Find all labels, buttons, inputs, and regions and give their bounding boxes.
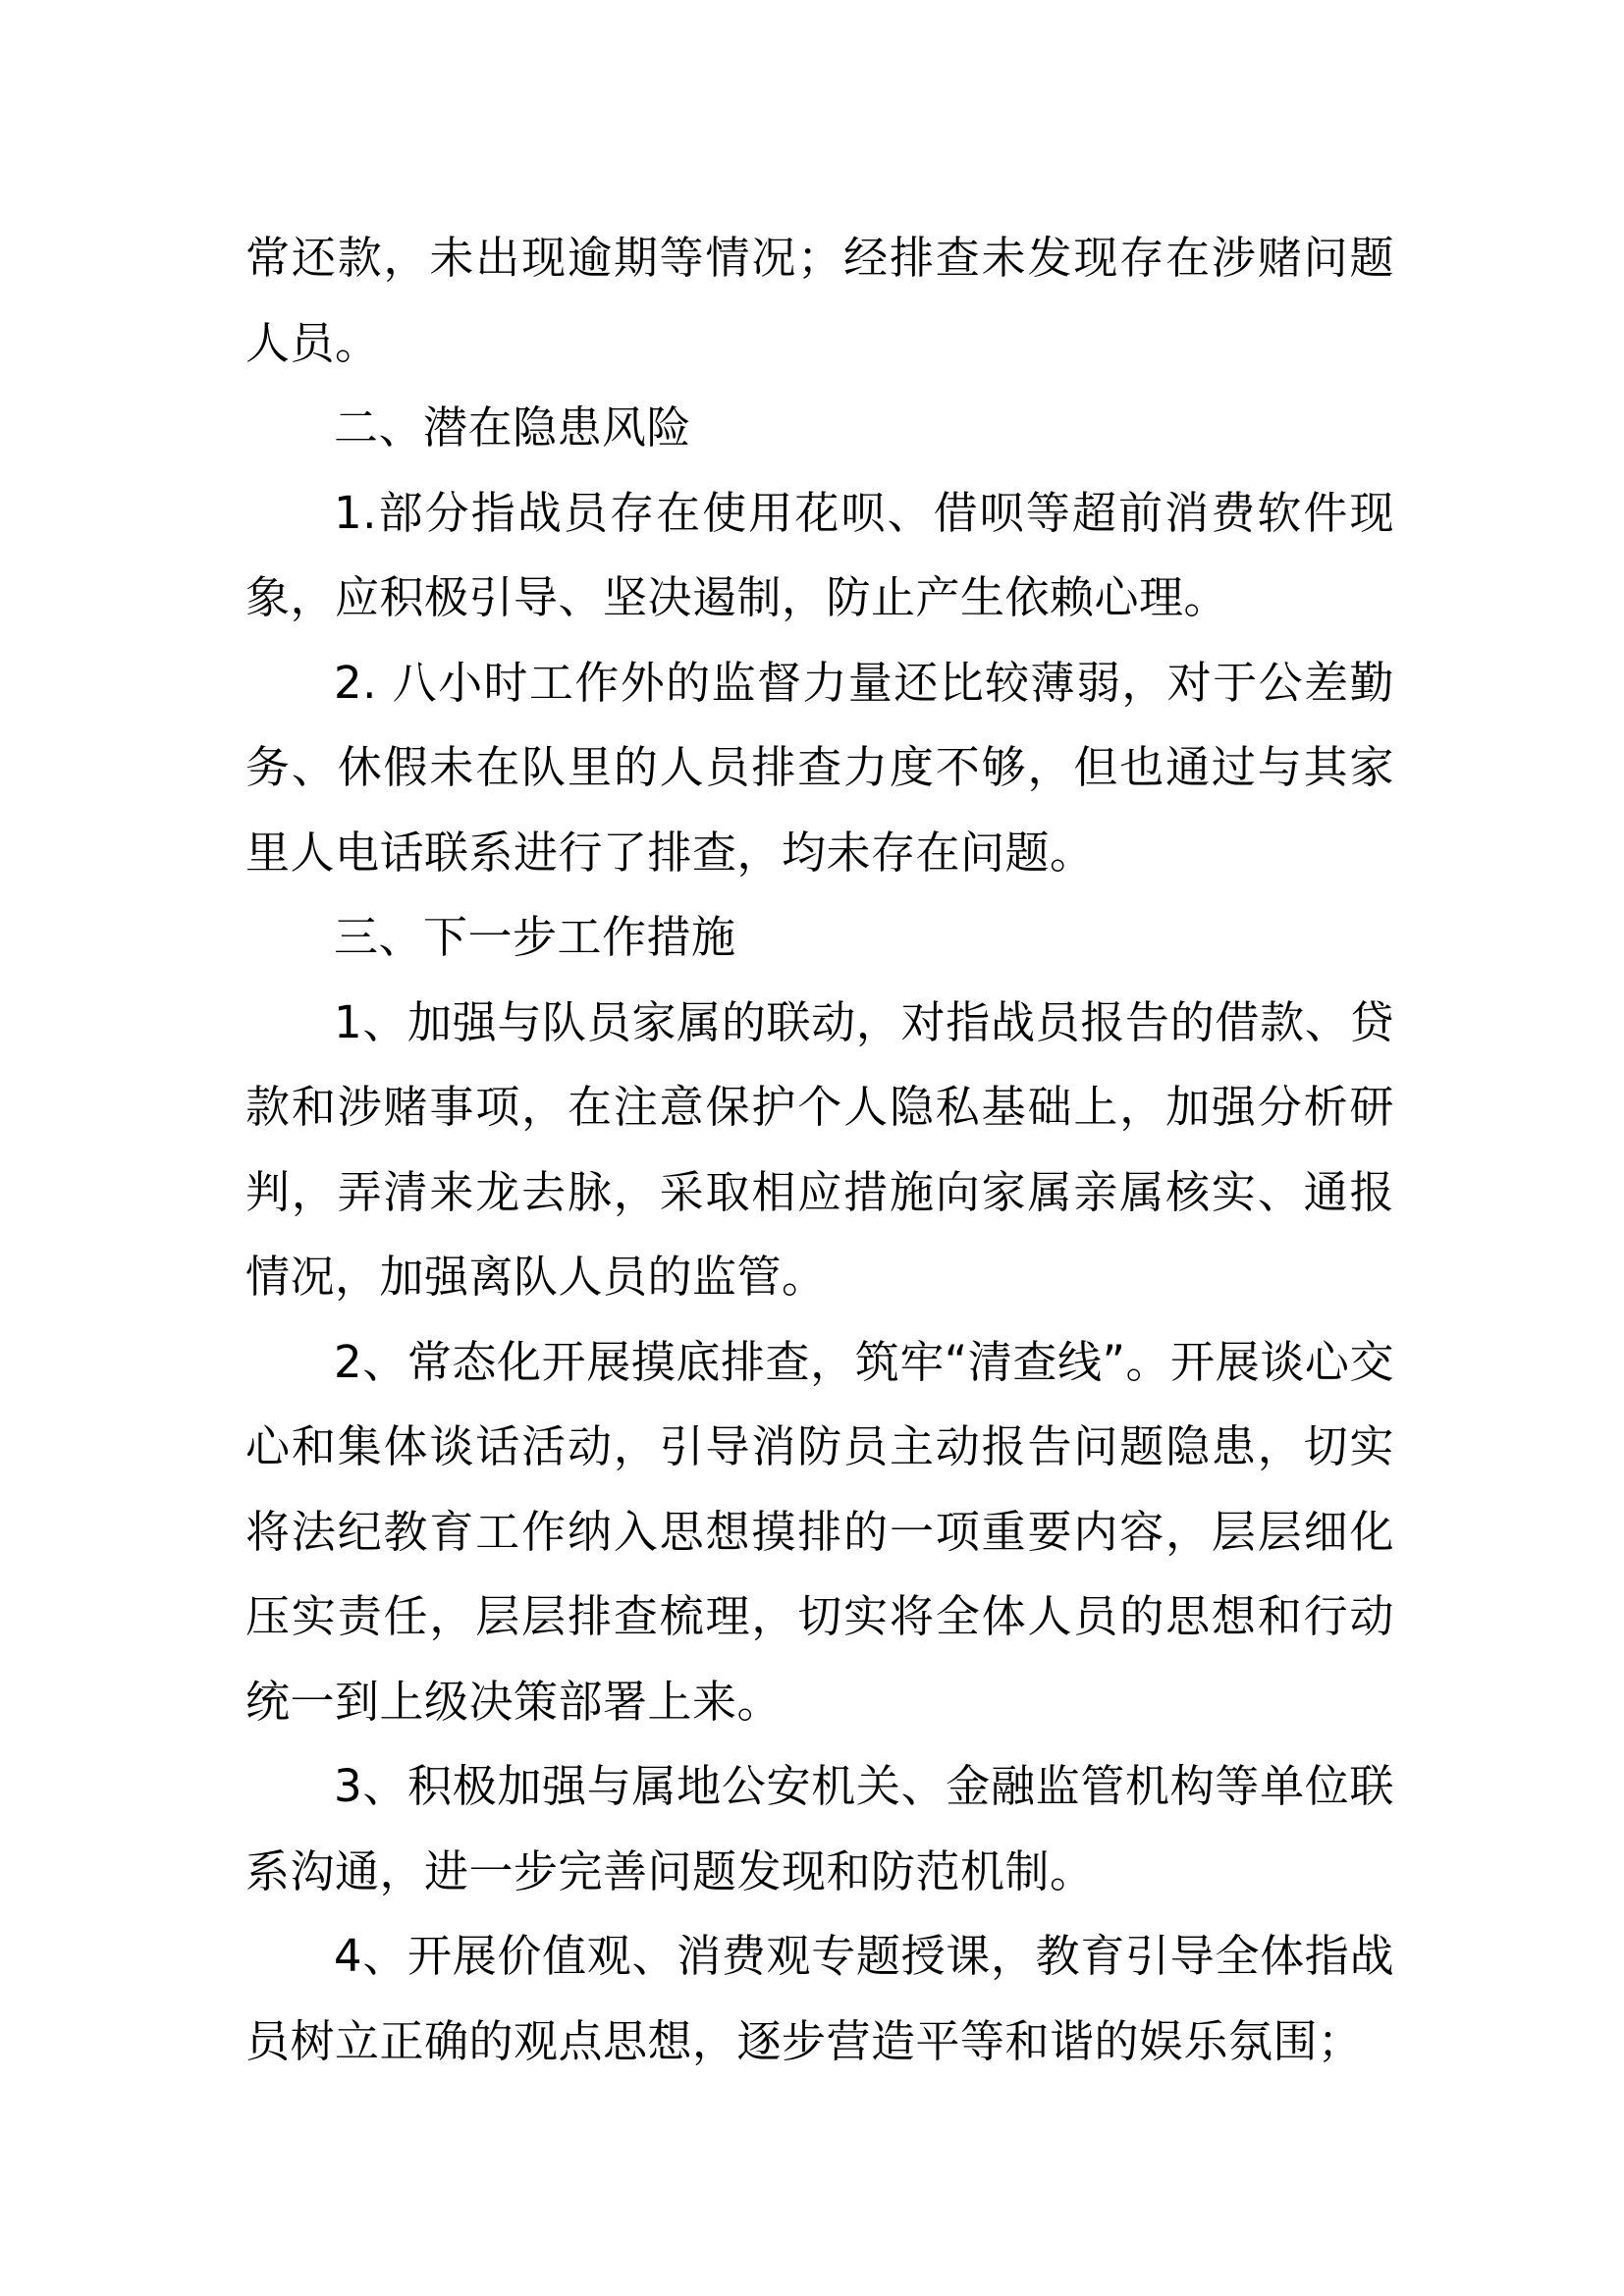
risk-item-2: 2. 八小时工作外的监督力量还比较薄弱，对于公差勤务、休假未在队里的人员排查力度不够，但也通过与其家里人电话联系进行了排查，均未存在问题。: [245, 656, 1394, 879]
measure-item-4: 4、开展价值观、消费观专题授课，教育引导全体指战员树立正确的观点思想，逐步营造平等和谐的娱乐氛围；: [245, 1930, 1394, 2067]
measure-item-1: 1、加强与队员家属的联动，对指战员报告的借款、贷款和涉赌事项，在注意保护个人隐私基础上，加强分析研判，弄清来龙去脉，采取相应措施向家属亲属核实、通报情况，加强离队人员的监管。: [245, 995, 1394, 1303]
risk-item-1: 1.部分指战员存在使用花呗、借呗等超前消费软件现象，应积极引导、坚决遏制，防止产生依赖心理。: [245, 486, 1394, 623]
paragraph-continuation: 常还款，未出现逾期等情况；经排查未发现存在涉赌问题人员。: [245, 232, 1394, 369]
measure-item-2: 2、常态化开展摸底排查，筑牢“清查线”。开展谈心交心和集体谈话活动，引导消防员主动报告问题隐患，切实将法纪教育工作纳入思想摸排的一项重要内容，层层细化压实责任，层层排查梳理，切实将全体人员的思想和行动统一到上级决策部署上来。: [245, 1335, 1394, 1728]
section-heading-risks: 二、潜在隐患风险: [334, 401, 692, 454]
measure-item-3: 3、积极加强与属地公安机关、金融监管机构等单位联系沟通，进一步完善问题发现和防范机制。: [245, 1760, 1394, 1897]
section-heading-next-steps: 三、下一步工作措施: [334, 911, 736, 963]
document-body: [245, 216, 1394, 2084]
